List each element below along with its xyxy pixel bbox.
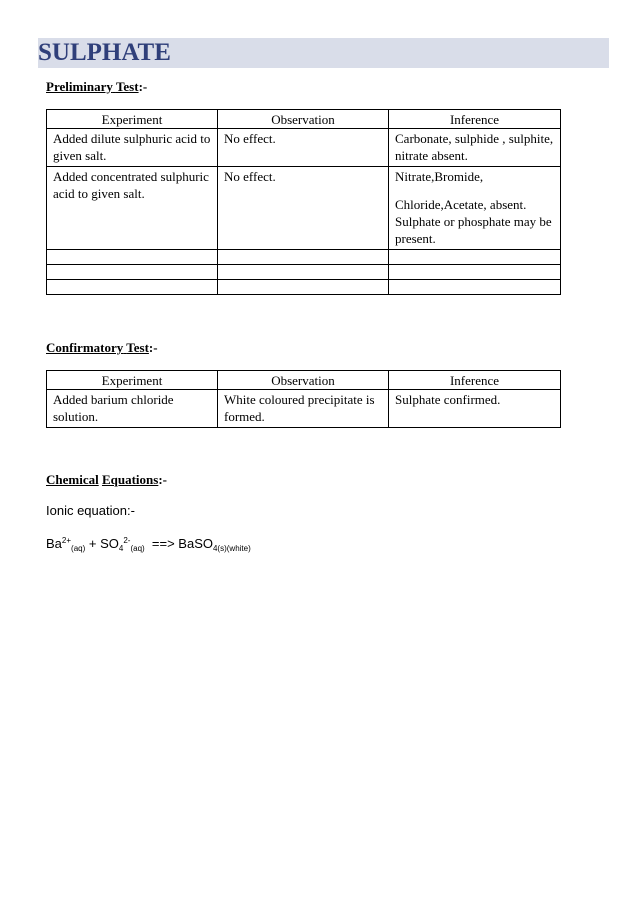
confirmatory-heading [46, 340, 158, 355]
preliminary-table [46, 109, 561, 295]
preliminary-heading-tail: :- [138, 79, 148, 94]
preliminary-heading [46, 79, 147, 94]
inference-cell [389, 167, 561, 250]
table-header-row [47, 110, 561, 129]
inference-cell: Carbonate, sulphide , sulphite, nitrate absent. [389, 129, 561, 167]
confirmatory-heading-word: Confirmatory [46, 340, 124, 355]
column-header: Inference [389, 110, 561, 129]
eq-ba-state: (aq) [71, 544, 86, 553]
table-row [47, 280, 561, 295]
eq-plus-so: + SO [85, 536, 119, 551]
observation-cell: No effect. [218, 167, 389, 250]
equations-heading-tail: :- [158, 472, 168, 487]
ionic-equation [46, 536, 251, 554]
inference-cell: Sulphate confirmed. [389, 390, 561, 428]
table-row [47, 129, 561, 167]
equations-heading-word2: Equations [101, 472, 159, 487]
eq-arrow-product: ==> BaSO [144, 536, 213, 551]
table-row [47, 167, 561, 250]
column-header: Experiment [47, 110, 218, 129]
table-header-row [47, 371, 561, 390]
experiment-cell: Added concentrated sulphuric acid to given salt. [47, 167, 218, 250]
page-title: SULPHATE [38, 39, 171, 66]
observation-cell: No effect. [218, 129, 389, 167]
table-row [47, 390, 561, 428]
experiment-cell: Added barium chloride solution. [47, 390, 218, 428]
inference-line: Nitrate,Bromide, [395, 169, 484, 184]
column-header: Observation [218, 371, 389, 390]
column-header: Inference [389, 371, 561, 390]
confirmatory-table [46, 370, 561, 428]
eq-so-charge: 2- [123, 536, 131, 545]
confirmatory-heading-tail: :- [148, 340, 158, 355]
preliminary-heading-test: Test [115, 79, 139, 94]
column-header: Observation [218, 110, 389, 129]
equations-heading [46, 472, 167, 487]
preliminary-heading-word: Preliminary [46, 79, 113, 94]
eq-so-state: (aq) [130, 544, 145, 553]
equations-heading-word1: Chemical [46, 472, 99, 487]
ionic-equation-label: Ionic equation:- [46, 503, 135, 518]
table-row [47, 265, 561, 280]
eq-ba-charge: 2+ [61, 536, 72, 545]
table-row [47, 250, 561, 265]
eq-product-sub: 4(s)(white) [212, 544, 251, 553]
eq-so-sub: 4 [118, 544, 124, 553]
column-header: Experiment [47, 371, 218, 390]
confirmatory-heading-test: Test [126, 340, 149, 355]
inference-line: Chloride,Acetate, absent. Sulphate or phosphate may be present. [395, 197, 552, 246]
eq-ba: Ba [46, 536, 62, 551]
experiment-cell: Added dilute sulphuric acid to given salt. [47, 129, 218, 167]
observation-cell: White coloured precipitate is formed. [218, 390, 389, 428]
